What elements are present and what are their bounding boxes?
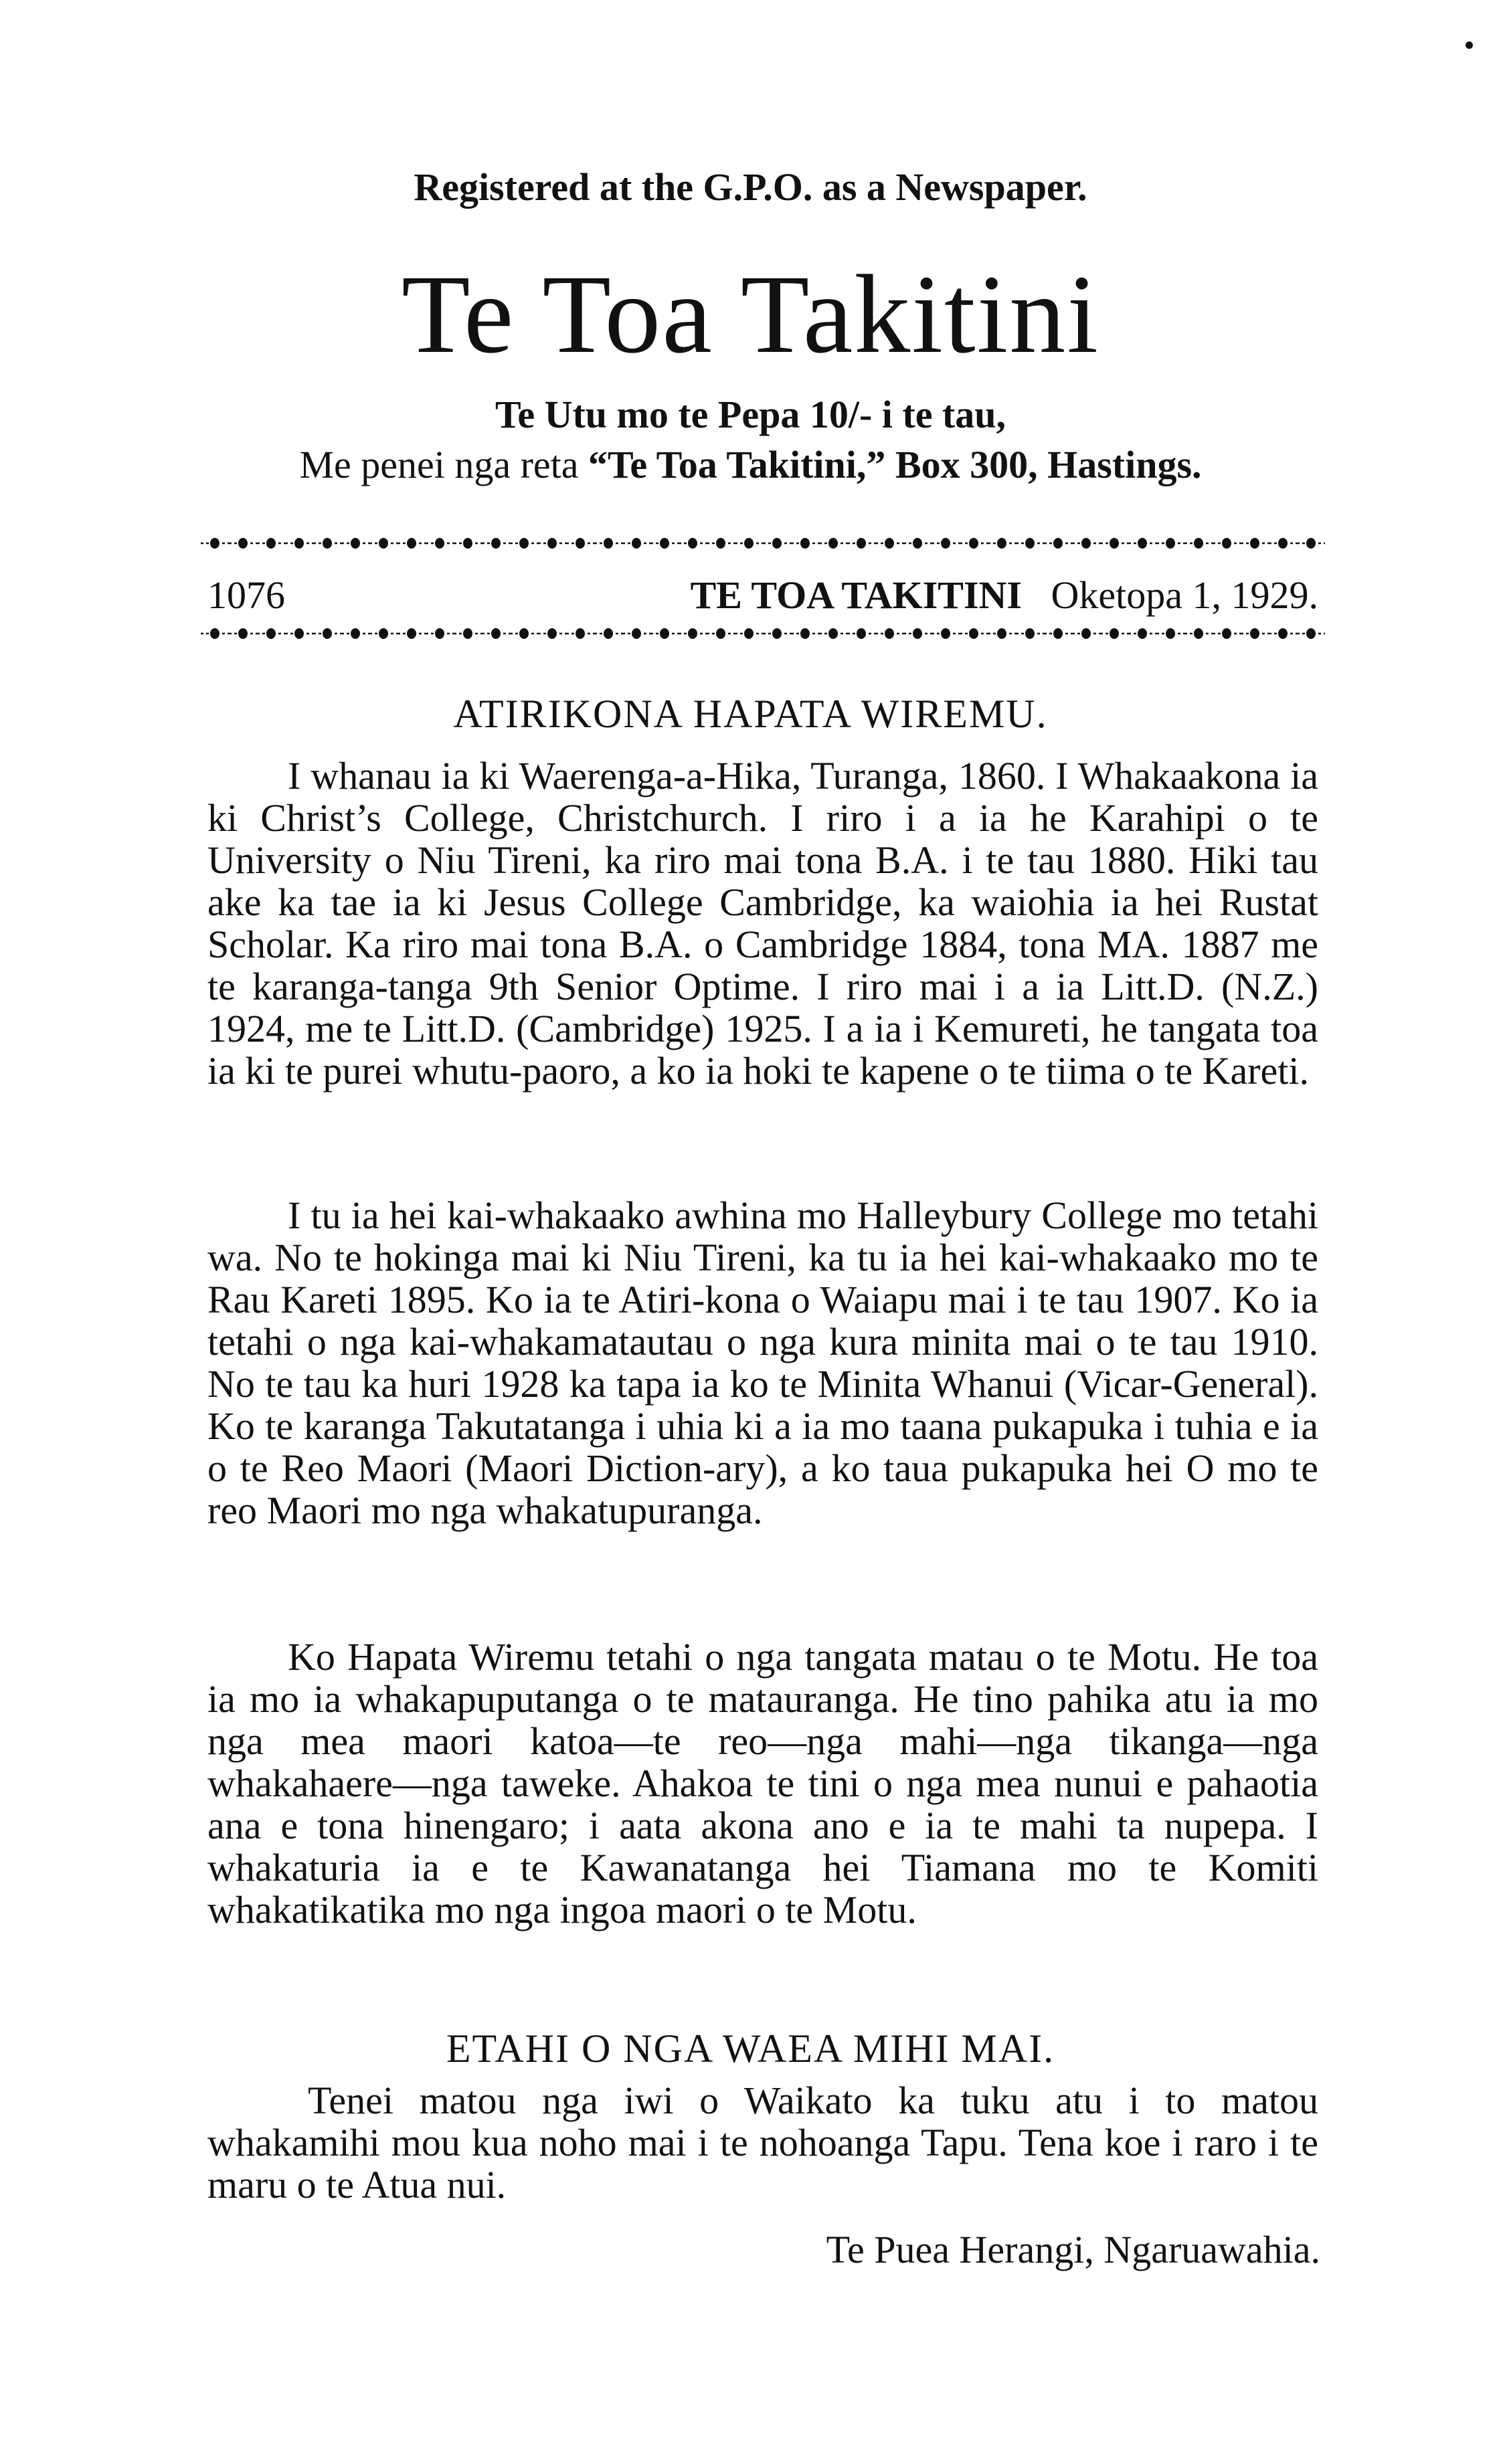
- masthead-title: Te Toa Takitini: [401, 252, 1099, 377]
- telegrams-heading: ETAHI O NGA WAEA MIHI MAI.: [446, 2026, 1055, 2071]
- article-paragraph-3: Ko Hapata Wiremu tetahi o nga tangata matau o te Motu. He toa ia mo ia whakapuputanga o te matauranga. He tino pahika atu ia mo nga mea maori katoa—te reo—nga mahi—nga tikanga—nga whakahaere—nga taweke. Ahakoa te tini o nga mea nunui e pahaotia ana e tona hinengaro; i aata akona ano e ia te mahi ta nupepa. I whakaturia ia e te Kawanatanga hei Tiamana mo te Komiti whakatikatika mo nga ingoa maori o te Motu.: [207, 1635, 1318, 1931]
- address-prefix: Me penei nga reta: [299, 443, 579, 486]
- mailing-address: [0, 442, 1501, 488]
- issue-title-date: [691, 569, 1318, 622]
- telegram-paragraph: Tenei matou nga iwi o Waikato ka tuku atu i to matou whakamihi mou kua noho mai i te nohoanga Tapu. Tena koe i raro i te maru o te Atua nui.: [207, 2079, 1318, 2206]
- article-paragraph-2: I tu ia hei kai-whakaako awhina mo Halleybury College mo tetahi wa. No te hokinga mai ki Niu Tireni, ka tu ia hei kai-whakaako mo te Rau Kareti 1895. Ko ia te Atiri-kona o Waiapu mai i te tau 1907. Ko ia tetahi o nga kai-whakamatautau o nga kura minita mai o te tau 1910. No te tau ka huri 1928 ka tapa ia ko te Minita Whanui (Vicar-General). Ko te karanga Takutatanga i uhia ki a ia mo taana pukapuka i tuhia e ia o te Reo Maori (Maori Diction-ary), a ko taua pukapuka hei O mo te reo Maori mo nga whakatupuranga.: [207, 1194, 1318, 1532]
- article-heading: ATIRIKONA HAPATA WIREMU.: [453, 692, 1048, 736]
- ornamental-rule-bottom: [201, 626, 1325, 642]
- ink-dot: [1466, 41, 1473, 49]
- registration-notice: Registered at the G.P.O. as a Newspaper.: [414, 165, 1087, 209]
- issue-number: 1076: [207, 573, 285, 617]
- ornamental-rule-top: [201, 535, 1325, 551]
- issue-date: Oketopa 1, 1929.: [1051, 573, 1318, 617]
- address-name: “Te Toa Takitini,” Box 300, Hastings.: [588, 443, 1202, 486]
- subscription-price: Te Utu mo te Pepa 10/- i te tau,: [495, 393, 1006, 436]
- issue-paper-name: TE TOA TAKITINI: [690, 573, 1022, 617]
- article-paragraph-1: I whanau ia ki Waerenga-a-Hika, Turanga, 1860. I Whakaakona ia ki Christ’s College, Christchurch. I riro i a ia he Karahipi o te University o Niu Tireni, ka riro mai tona B.A. i te tau 1880. Hiki tau ake ka tae ia ki Jesus College Cambridge, ka waiohia ia hei Rustat Scholar. Ka riro mai tona B.A. o Cambridge 1884, tona MA. 1887 me te karanga-tanga 9th Senior Optime. I riro mai i a ia Litt.D. (N.Z.) 1924, me te Litt.D. (Cambridge) 1925. I a ia i Kemureti, he tangata toa ia ki te purei whutu-paoro, a ko ia hoki te kapene o te tiima o te Kareti.: [207, 754, 1318, 1093]
- issue-line: [207, 569, 1318, 622]
- telegram-signature: Te Puea Herangi, Ngaruawahia.: [826, 2228, 1320, 2271]
